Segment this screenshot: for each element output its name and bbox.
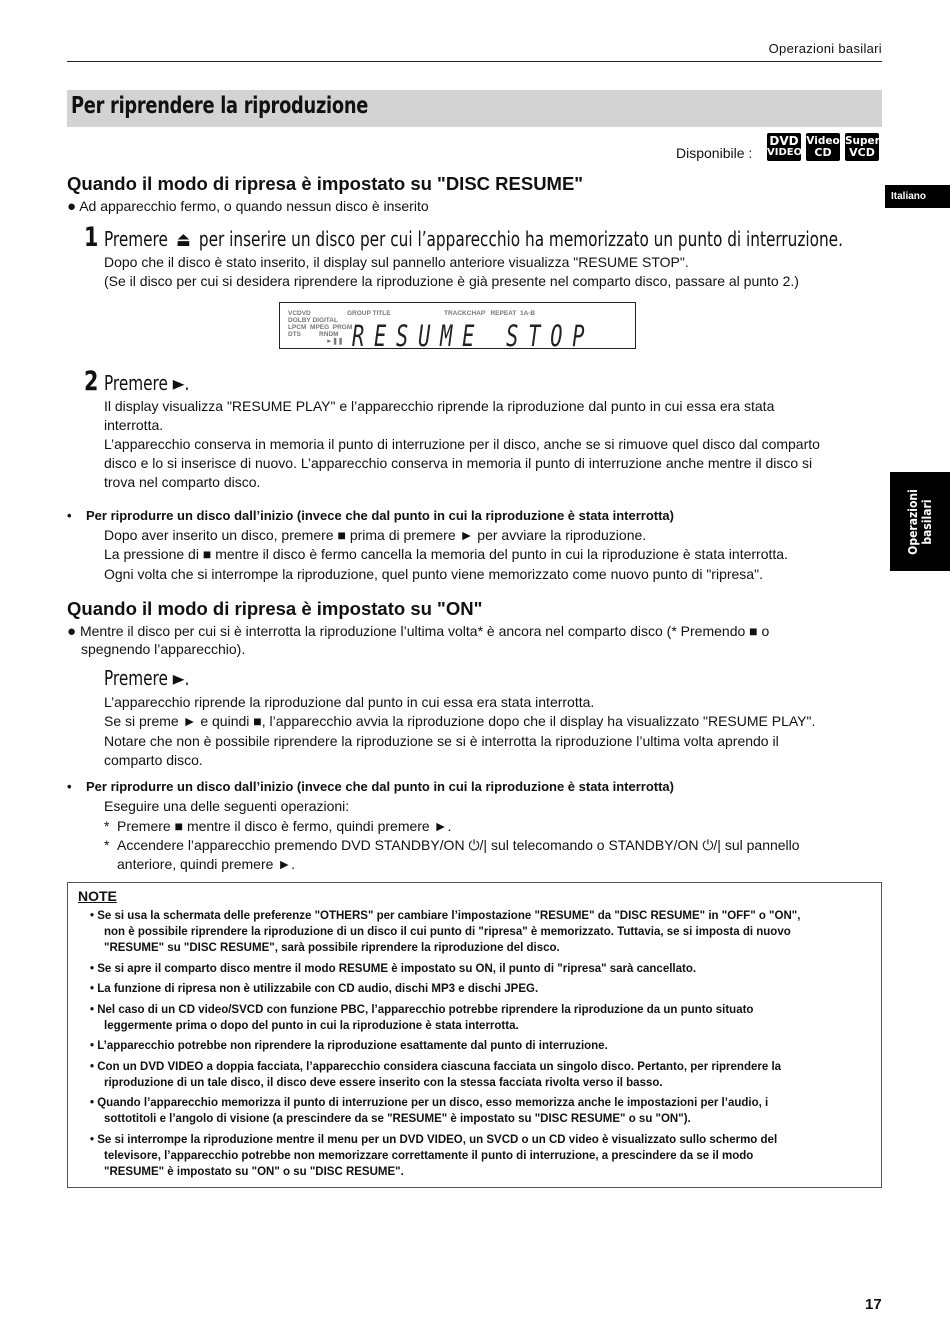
section-tab: Operazioni basilari bbox=[890, 472, 950, 571]
section2-line2: Se si preme ► e quindi ■, l’apparecchio avvia la riproduzione dopo che il display ha visualizzato "RESUME PLAY". bbox=[104, 713, 816, 729]
lcd-play-pause-icon: ►❚❚ bbox=[326, 338, 344, 345]
step2-number: 2 bbox=[84, 366, 99, 397]
section2-line4: comparto disco. bbox=[104, 752, 203, 768]
step1-title: Premere ⏏ per inserire un disco per cui l’apparecchio ha memorizzato un punto di interruzione. bbox=[104, 227, 843, 251]
step2-line4: disco e lo si inserisce di nuovo. L’apparecchio conserva in memoria il punto di interruzione anche mentre il disco si bbox=[104, 455, 813, 471]
section1-bullet-heading: • Per riprodurre un disco dall’inizio (invece che dal punto in cui la riproduzione è stata interrotta) bbox=[67, 508, 674, 523]
standby-icon: ⏻/| bbox=[468, 837, 488, 853]
stop-icon: ■ bbox=[253, 713, 262, 729]
section2-option2-line2: anteriore, quindi premere ►. bbox=[117, 856, 296, 872]
lcd-main-text: RESUME STOP bbox=[352, 319, 595, 353]
note-item: • Se si interrompe la riproduzione mentre il menu per un DVD VIDEO, un SVCD o un CD video è visualizzato sullo schermo del televisore, l’apparecchio potrebbe non memorizzare correttamente il punto di interruzione, a prescindere da se il modo "RESUME" è impostato su "ON" o su "DISC RESUME". bbox=[90, 1134, 778, 1178]
header-rule bbox=[67, 61, 882, 62]
stop-icon: ■ bbox=[202, 546, 212, 562]
step1-number: 1 bbox=[84, 222, 99, 253]
section1-condition: ● Ad apparecchio fermo, o quando nessun disco è inserito bbox=[67, 198, 429, 215]
step1-line1: Dopo che il disco è stato inserito, il display sul pannello anteriore visualizza "RESUME STOP". bbox=[104, 254, 689, 270]
play-icon: ► bbox=[459, 527, 474, 543]
note-item: • Con un DVD VIDEO a doppia facciata, l’apparecchio considera ciascuna facciata un singolo disco. Pertanto, per riprendere la riproduzione di un tale disco, il disco deve essere inserito con la stessa facciata rivolta verso il basso. bbox=[90, 1061, 782, 1089]
step2-line2: interrotta. bbox=[104, 417, 164, 433]
lcd-label-trackchap: TRACKCHAP REPEAT 1A-B bbox=[444, 310, 536, 317]
play-icon: ► bbox=[172, 666, 185, 690]
section2-heading: Quando il modo di ripresa è impostato su "ON" bbox=[67, 598, 483, 619]
lcd-label-dolby: DOLBY DIGITAL bbox=[288, 317, 338, 324]
play-icon: ► bbox=[172, 371, 185, 395]
section1-bullet-line2: La pressione di ■ mentre il disco è fermo cancella la memoria del punto in cui la riproduzione è stata interrotta. bbox=[104, 546, 788, 562]
note-item: • Se si apre il comparto disco mentre il modo RESUME è impostato su ON, il punto di "ripresa" sarà cancellato. bbox=[90, 963, 697, 975]
play-icon: ► bbox=[277, 856, 292, 872]
section2-line1: L’apparecchio riprende la riproduzione dal punto in cui essa era stata interrotta. bbox=[104, 694, 595, 710]
stop-icon: ■ bbox=[749, 623, 758, 639]
front-panel-display bbox=[279, 302, 636, 353]
running-header: Operazioni basilari bbox=[768, 41, 882, 56]
note-item: • Se si usa la schermata delle preferenze "OTHERS" per cambiare l’impostazione "RESUME" da "DISC RESUME" in "OFF" o "ON", non è possibile riprendere la riproduzione di un disco il cui punto di "ripresa" è memorizzato. Tuttavia, se si imposta di nuovo "RESUME" su "DISC RESUME", sarà possibile riprendere la riproduzione del disco. bbox=[90, 910, 801, 954]
available-label: Disponibile : bbox=[676, 145, 753, 161]
video-cd-badge: Video CD bbox=[806, 135, 840, 159]
note-item: • Quando l’apparecchio memorizza il punto di interruzione per un disco, esso memorizza anche le impostazioni per l’audio, i sottotitoli e l’angolo di visione (a prescindere da se "RESUME" è impostato su "DISC RESUME" o su "ON"). bbox=[90, 1097, 769, 1125]
lcd-label-dts: DTS RNDM bbox=[288, 331, 339, 338]
step2-line3: L’apparecchio conserva in memoria il punto di interruzione per il disco, anche se si rimuove quel disco dal comparto bbox=[104, 436, 820, 452]
bullet-dot-icon: ● bbox=[67, 623, 77, 640]
section1-heading: Quando il modo di ripresa è impostato su "DISC RESUME" bbox=[67, 173, 584, 194]
note-item: • L’apparecchio potrebbe non riprendere la riproduzione esattamente dal punto di interruzione. bbox=[90, 1040, 608, 1052]
note-item: • Nel caso di un CD video/SVCD con funzione PBC, l’apparecchio potrebbe riprendere la riproduzione da un punto situato leggermente prima o dopo del punto in cui la riproduzione è stata interrotta. bbox=[90, 1004, 754, 1032]
lcd-label-group-title: GROUP TITLE bbox=[347, 310, 391, 317]
section2-option2-line1: * Accendere l’apparecchio premendo DVD STANDBY/ON ⏻/| sul telecomando o STANDBY/ON ⏻/| sul pannello bbox=[104, 837, 800, 853]
section2-option1: * Premere ■ mentre il disco è fermo, quindi premere ►. bbox=[104, 818, 452, 834]
stop-icon: ■ bbox=[174, 818, 184, 834]
step1-line2: (Se il disco per cui si desidera riprendere la riproduzione è già presente nel comparto disco, passare al punto 2.) bbox=[104, 273, 799, 289]
standby-icon: ⏻/| bbox=[702, 837, 721, 853]
section1-bullet-line1: Dopo aver inserito un disco, premere ■ prima di premere ► per avviare la riproduzione. bbox=[104, 527, 647, 543]
note-item: • La funzione di ripresa non è utilizzabile con CD audio, dischi MP3 e dischi JPEG. bbox=[90, 983, 539, 995]
eject-icon: ⏏ bbox=[176, 227, 191, 251]
section2-bullet-heading: • Per riprodurre un disco dall’inizio (invece che dal punto in cui la riproduzione è stata interrotta) bbox=[67, 779, 674, 794]
language-tab: Italiano bbox=[885, 185, 950, 208]
dvd-video-badge: DVD VIDEO bbox=[767, 133, 801, 161]
bullet-dot-icon: ● bbox=[67, 198, 77, 215]
super-vcd-badge: Super VCD bbox=[845, 135, 880, 159]
section2-line3: Notare che non è possibile riprendere la riproduzione se si è interrotta la riproduzione l’ultima volta aprendo il bbox=[104, 733, 779, 749]
step2-title: Premere ►. bbox=[104, 371, 190, 395]
note-title: NOTE bbox=[78, 888, 117, 904]
play-icon: ► bbox=[182, 713, 197, 729]
lcd-label-lpcm: LPCM MPEG PRGM bbox=[288, 324, 353, 331]
section1-bullet-line3: Ogni volta che si interrompe la riproduzione, quel punto viene memorizzato come nuovo punto di "ripresa". bbox=[104, 566, 763, 582]
stop-icon: ■ bbox=[337, 527, 346, 543]
section2-bullet-intro: Eseguire una delle seguenti operazioni: bbox=[104, 798, 350, 814]
section2-condition-line2: spegnendo l’apparecchio). bbox=[81, 641, 246, 657]
step2-line1: Il display visualizza "RESUME PLAY" e l’apparecchio riprende la riproduzione dal punto in cui essa era stata bbox=[104, 398, 775, 414]
play-icon: ► bbox=[433, 818, 448, 834]
lcd-label-vcdvd: VCDVD bbox=[288, 310, 311, 317]
page-title: Per riprendere la riproduzione bbox=[71, 93, 369, 119]
section2-condition-line1: ● Mentre il disco per cui si è interrotta la riproduzione l’ultima volta* è ancora nel comparto disco (* Premendo ■ o bbox=[67, 623, 770, 640]
step2-line5: trova nel comparto disco. bbox=[104, 474, 261, 490]
page-number: 17 bbox=[865, 1296, 882, 1313]
section2-step-title: Premere ►. bbox=[104, 666, 190, 690]
